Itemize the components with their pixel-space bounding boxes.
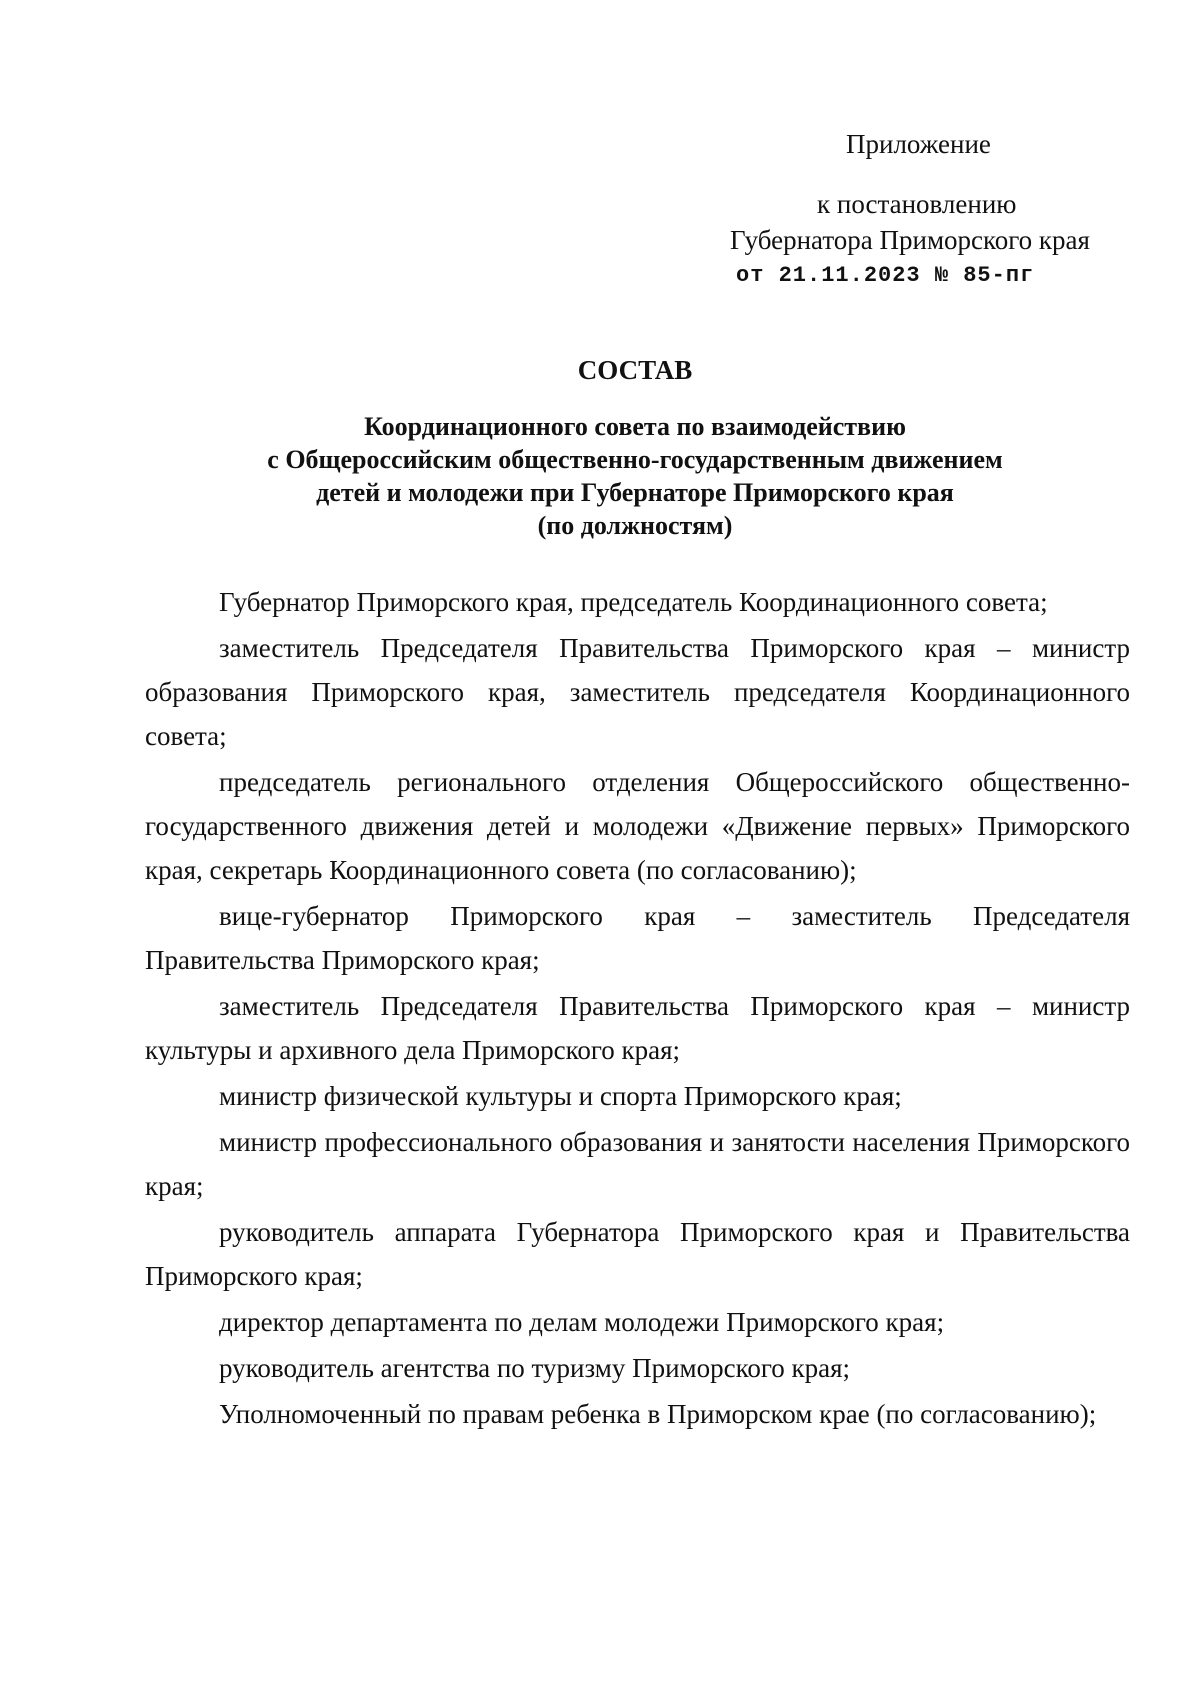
member-item: министр профессионального образования и занятости населения Приморского края;	[145, 1127, 1130, 1201]
appendix-date-number: от 21.11.2023 № 85-пг	[736, 263, 1035, 288]
member-item: вице-губернатор Приморского края – заместитель Председателя Правительства Приморского края;	[145, 901, 1130, 975]
member-item: руководитель аппарата Губернатора Приморского края и Правительства Приморского края;	[145, 1217, 1130, 1291]
subtitle-line: детей и молодежи при Губернаторе Приморского края	[316, 478, 954, 507]
document-subtitle	[0, 410, 1200, 542]
member-item: руководитель агентства по туризму Приморского края;	[219, 1353, 851, 1383]
member-item: директор департамента по делам молодежи Приморского края;	[219, 1307, 945, 1337]
members-list	[145, 580, 1130, 1438]
member-item: Губернатор Приморского края, председатель Координационного совета;	[219, 587, 1048, 617]
document-title: СОСТАВ	[577, 355, 693, 385]
member-item: заместитель Председателя Правительства Приморского края – министр образования Приморского края, заместитель председателя Координационного совета;	[145, 633, 1130, 751]
subtitle-line: с Общероссийским общественно-государственным движением	[267, 445, 1003, 474]
member-item: министр физической культуры и спорта Приморского края;	[219, 1081, 902, 1111]
subtitle-line: (по должностям)	[537, 511, 733, 540]
subtitle-line: Координационного совета по взаимодействию	[364, 412, 906, 441]
appendix-line-decree: к постановлению	[817, 189, 1017, 219]
member-item: председатель регионального отделения Общероссийского общественно-государственного движения детей и молодежи «Движение первых» Приморского края, секретарь Координационного совета (по согласованию);	[145, 767, 1130, 885]
member-item: заместитель Председателя Правительства Приморского края – министр культуры и архивного дела Приморского края;	[145, 991, 1130, 1065]
appendix-line-governor: Губернатора Приморского края	[730, 225, 1090, 255]
appendix-title: Приложение	[846, 129, 991, 159]
member-item: Уполномоченный по правам ребенка в Приморском крае (по согласованию);	[219, 1399, 1097, 1429]
